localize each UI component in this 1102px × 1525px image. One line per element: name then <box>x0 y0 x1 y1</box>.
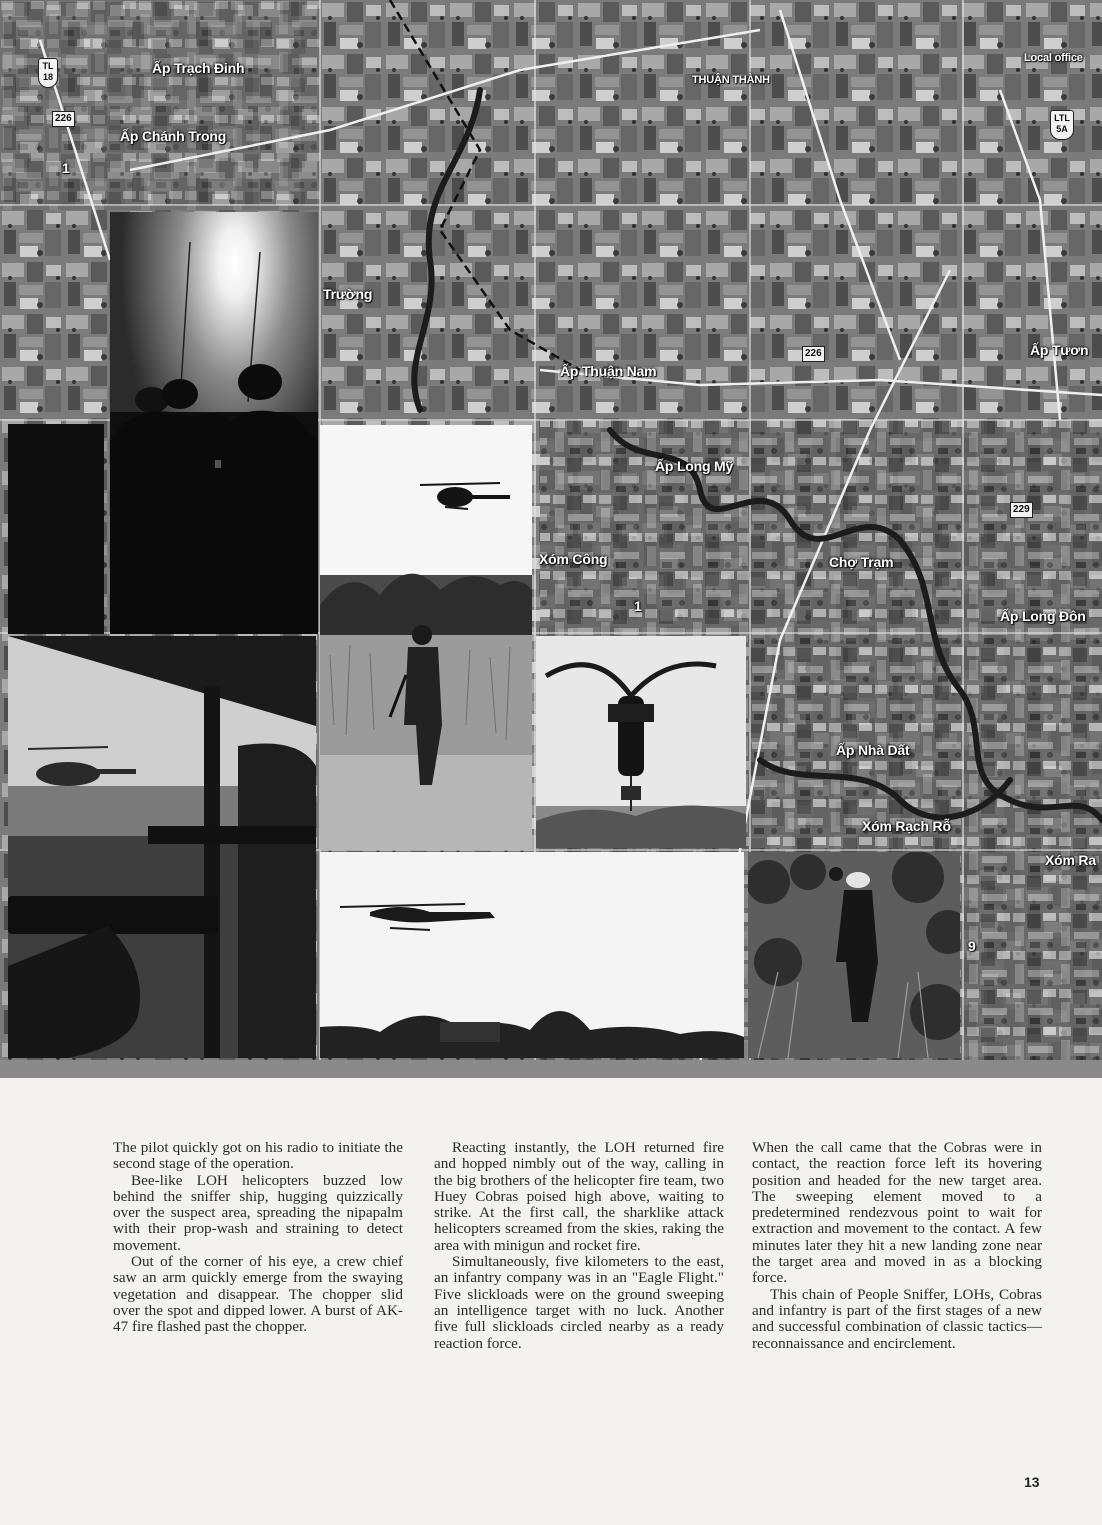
route-shield-text: 18 <box>42 72 53 82</box>
page-number: 13 <box>1024 1474 1040 1490</box>
photo-soldier-field-helicopter <box>320 425 532 850</box>
map-label-xom-ra: Xóm Ra <box>1045 852 1096 868</box>
map-label-ap-long-my: Ấp Long Mỹ <box>655 458 734 474</box>
map-label-local-office: Local office <box>1024 52 1083 64</box>
paragraph: The pilot quickly got on his radio to initiate the second stage of the operation. <box>113 1139 403 1173</box>
route-sign-226: 226 <box>802 346 825 362</box>
article-column-2 <box>434 1140 724 1352</box>
article-column-1 <box>113 1140 403 1336</box>
map-label-xom-cong: Xóm Công <box>539 551 608 567</box>
map-label-number-1: 1 <box>62 160 70 176</box>
paragraph: Simultaneously, five kilometers to the east, an infantry company was in an "Eagle Flight." Five slickloads were on the ground sweeping an intelligence target with no luck. Another five full slickloads circled nearby as a ready reaction force. <box>434 1253 724 1352</box>
map-label-ap-thuan-nam: Ấp Thuận Nam <box>560 363 657 379</box>
route-shield-ltl5a <box>1050 110 1074 140</box>
paragraph: When the call came that the Cobras were in contact, the reaction force left its hovering position and headed for the new target area. The sweeping element moved to a predetermined rendezvous point to wait for extraction and movement to the contact. A few minutes later they hit a new landing zone near the target area and moved in as a blocking force. <box>752 1139 1042 1287</box>
map-label-number-9: 9 <box>968 938 976 954</box>
photo-chinook-sling-load <box>536 636 746 848</box>
map-label-cho-tram: Chợ Trạm <box>829 554 894 570</box>
map-label-thuan-thanh: THUẬN THÀNH <box>692 74 770 86</box>
photo-infantry-jungle <box>748 852 960 1058</box>
divider-band <box>0 1060 1102 1078</box>
map-label-ap-chanh-trong: Ấp Chánh Trong <box>120 128 227 144</box>
map-label-ap-nha-dat: Ấp Nhà Dất <box>836 742 910 758</box>
map-label-ap-trach-dinh: Ấp Trạch Đinh <box>152 60 245 76</box>
route-sign-229: 229 <box>1010 502 1033 518</box>
photo-soldiers-silhouette <box>110 212 318 634</box>
photo-dark-panel <box>8 424 104 634</box>
map-label-number-1: 1 <box>634 598 642 614</box>
route-shield-text: LTL <box>1054 113 1070 123</box>
map-label-ap-tuon: Ấp Tươn <box>1030 342 1089 358</box>
route-shield-text: 5A <box>1056 124 1068 134</box>
route-sign-226: 226 <box>52 111 75 127</box>
paragraph: Out of the corner of his eye, a crew chief saw an arm quickly emerge from the swaying vegetation and disappear. The chopper slid over the spot and dipped lower. A burst of AK-47 fire flashed past the chopper. <box>113 1253 403 1336</box>
article-column-3 <box>752 1140 1042 1352</box>
map-label-ap-long-don: Ấp Long Đôn <box>1000 608 1086 624</box>
paragraph: This chain of People Sniffer, LOHs, Cobras and infantry is part of the first stages of a new and successful combination of classic tactics—reconnaissance and encirclement. <box>752 1285 1042 1352</box>
map-label-xom-rach-ro: Xóm Rạch Rỗ <box>862 818 951 834</box>
photo-cobra-gunship <box>320 852 744 1058</box>
paragraph: Reacting instantly, the LOH returned fire and hopped nimbly out of the way, calling in the big brothers of the helicopter fire team, two Huey Cobras poised high above, waiting to strike. At the first call, the sharklike attack helicopters screamed from the skies, raking the area with minigun and rocket fire. <box>434 1139 724 1254</box>
map-label-truong: Trường <box>323 286 373 302</box>
photo-huey-door-gunner <box>8 636 316 1058</box>
route-shield-text: TL <box>42 61 54 71</box>
paragraph: Bee-like LOH helicopters buzzed low behind the sniffer ship, hugging quizzically over the suspect area, spreading the nipapalm with their prop-wash and straining to detect movement. <box>113 1171 403 1254</box>
route-shield-tl18 <box>38 58 58 88</box>
